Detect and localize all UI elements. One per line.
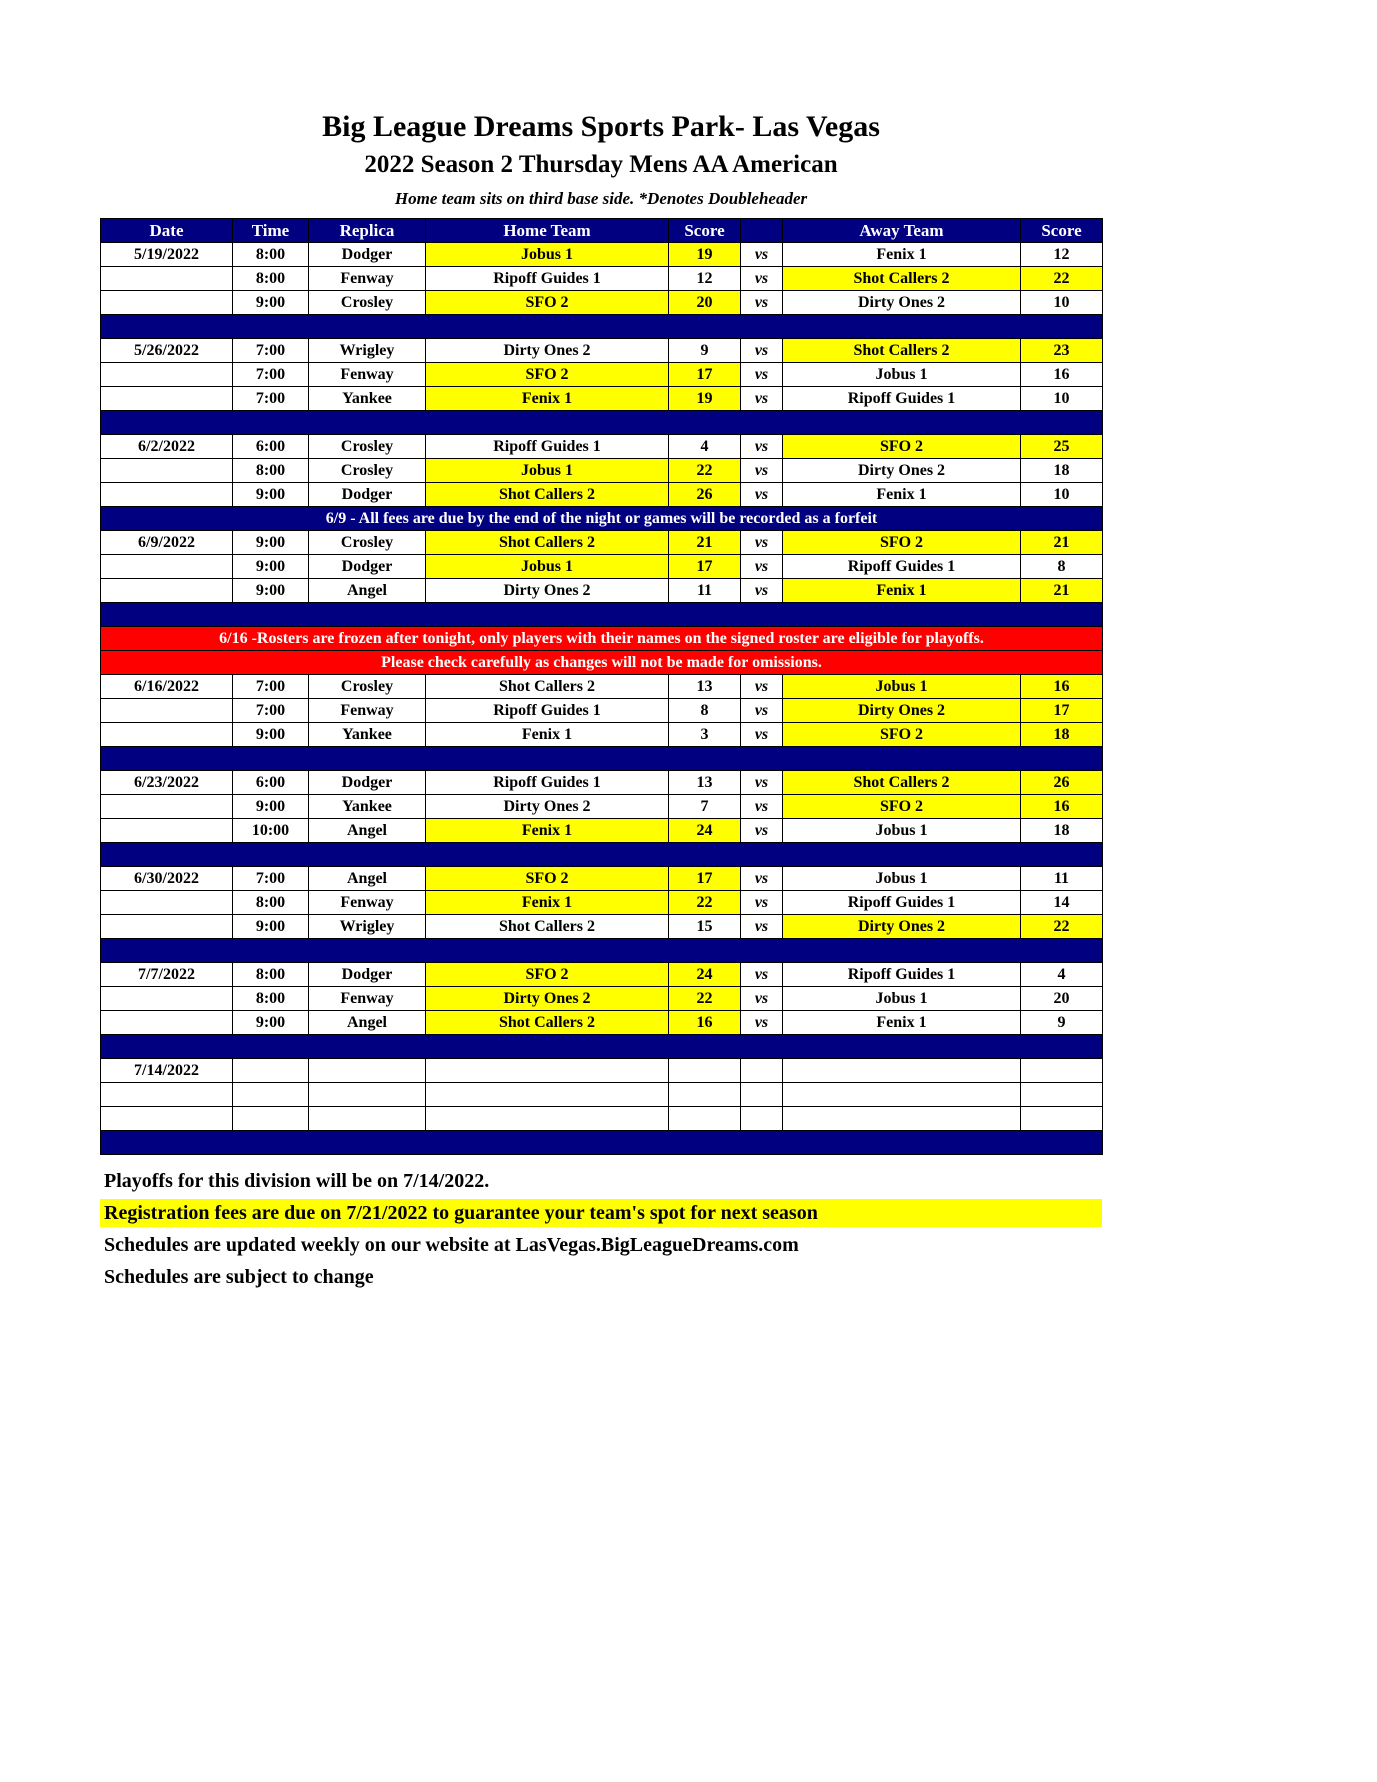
date-cell: [101, 819, 233, 843]
date-cell: 6/16/2022: [101, 675, 233, 699]
away-score-cell: 18: [1021, 459, 1103, 483]
home-team-cell: Jobus 1: [426, 459, 669, 483]
time-cell: 7:00: [233, 699, 309, 723]
home-score-cell: 22: [669, 987, 741, 1011]
home-team-cell: Shot Callers 2: [426, 531, 669, 555]
home-team-cell: Ripoff Guides 1: [426, 771, 669, 795]
separator-row: [101, 939, 1103, 963]
footer-registration-note: Registration fees are due on 7/21/2022 to guarantee your team's spot for next season: [100, 1199, 1102, 1227]
away-score-cell: 25: [1021, 435, 1103, 459]
game-row: [101, 363, 1103, 387]
separator-row: [101, 315, 1103, 339]
replica-cell: Crosley: [309, 675, 426, 699]
away-score-cell: 11: [1021, 867, 1103, 891]
home-score-cell: 13: [669, 771, 741, 795]
home-score-cell: [669, 1059, 741, 1083]
game-row: [101, 699, 1103, 723]
vs-label: vs: [741, 243, 783, 267]
home-score-cell: 12: [669, 267, 741, 291]
replica-cell: Dodger: [309, 483, 426, 507]
date-cell: 7/14/2022: [101, 1059, 233, 1083]
vs-label: vs: [741, 915, 783, 939]
away-score-cell: 10: [1021, 291, 1103, 315]
vs-label: vs: [741, 963, 783, 987]
time-cell: 8:00: [233, 963, 309, 987]
away-team-cell: SFO 2: [783, 723, 1021, 747]
home-team-cell: Shot Callers 2: [426, 675, 669, 699]
time-cell: 9:00: [233, 795, 309, 819]
replica-cell: Dodger: [309, 963, 426, 987]
replica-cell: [309, 1083, 426, 1107]
game-row: [101, 987, 1103, 1011]
away-score-cell: 10: [1021, 483, 1103, 507]
page-title: Big League Dreams Sports Park- Las Vegas: [322, 110, 880, 143]
home-score-cell: [669, 1107, 741, 1131]
vs-label: vs: [741, 387, 783, 411]
replica-cell: Yankee: [309, 387, 426, 411]
away-score-cell: 23: [1021, 339, 1103, 363]
vs-label: vs: [741, 555, 783, 579]
col-header-home-team: Home Team: [426, 219, 669, 243]
separator-row: [101, 843, 1103, 867]
away-team-cell: Jobus 1: [783, 867, 1021, 891]
game-row: [101, 243, 1103, 267]
time-cell: 9:00: [233, 579, 309, 603]
home-score-cell: 16: [669, 1011, 741, 1035]
away-team-cell: [783, 1059, 1021, 1083]
away-score-cell: 18: [1021, 819, 1103, 843]
away-score-cell: 12: [1021, 243, 1103, 267]
home-team-cell: [426, 1059, 669, 1083]
away-team-cell: [783, 1107, 1021, 1131]
home-score-cell: 17: [669, 555, 741, 579]
notice-text: 6/16 -Rosters are frozen after tonight, only players with their names on the signed roster are eligible for playoffs.: [101, 627, 1103, 651]
home-team-cell: SFO 2: [426, 963, 669, 987]
home-team-cell: Dirty Ones 2: [426, 795, 669, 819]
away-score-cell: 8: [1021, 555, 1103, 579]
game-row: [101, 483, 1103, 507]
replica-cell: Dodger: [309, 243, 426, 267]
vs-label: [741, 1083, 783, 1107]
home-team-cell: Jobus 1: [426, 243, 669, 267]
col-header-time: Time: [233, 219, 309, 243]
replica-cell: Dodger: [309, 555, 426, 579]
date-cell: [101, 363, 233, 387]
away-team-cell: Dirty Ones 2: [783, 915, 1021, 939]
notice-row: [101, 651, 1103, 675]
replica-cell: Yankee: [309, 795, 426, 819]
replica-cell: Dodger: [309, 771, 426, 795]
home-team-cell: Ripoff Guides 1: [426, 435, 669, 459]
separator-band: [101, 315, 1103, 339]
time-cell: [233, 1107, 309, 1131]
vs-label: vs: [741, 267, 783, 291]
time-cell: 9:00: [233, 531, 309, 555]
vs-label: vs: [741, 459, 783, 483]
away-team-cell: Dirty Ones 2: [783, 459, 1021, 483]
footer-subject-to-change-note: Schedules are subject to change: [104, 1266, 374, 1288]
separator-band: [101, 747, 1103, 771]
game-row: [101, 387, 1103, 411]
away-team-cell: Jobus 1: [783, 987, 1021, 1011]
away-score-cell: [1021, 1107, 1103, 1131]
game-row: [101, 1059, 1103, 1083]
replica-cell: Fenway: [309, 267, 426, 291]
game-row: [101, 819, 1103, 843]
away-team-cell: Jobus 1: [783, 675, 1021, 699]
time-cell: 7:00: [233, 363, 309, 387]
replica-cell: Crosley: [309, 459, 426, 483]
vs-label: vs: [741, 483, 783, 507]
col-header-date: Date: [101, 219, 233, 243]
time-cell: 9:00: [233, 291, 309, 315]
home-score-cell: 9: [669, 339, 741, 363]
time-cell: 7:00: [233, 387, 309, 411]
col-header-replica: Replica: [309, 219, 426, 243]
home-team-cell: Fenix 1: [426, 387, 669, 411]
home-team-cell: SFO 2: [426, 291, 669, 315]
vs-label: [741, 1059, 783, 1083]
replica-cell: Fenway: [309, 699, 426, 723]
home-team-cell: Ripoff Guides 1: [426, 699, 669, 723]
separator-row: [101, 747, 1103, 771]
home-score-cell: 17: [669, 363, 741, 387]
away-score-cell: 14: [1021, 891, 1103, 915]
home-team-cell: Shot Callers 2: [426, 483, 669, 507]
home-score-cell: 24: [669, 963, 741, 987]
time-cell: 8:00: [233, 243, 309, 267]
date-cell: [101, 915, 233, 939]
home-score-cell: 15: [669, 915, 741, 939]
home-score-cell: 26: [669, 483, 741, 507]
replica-cell: Angel: [309, 579, 426, 603]
home-team-cell: Dirty Ones 2: [426, 987, 669, 1011]
game-row: [101, 339, 1103, 363]
away-team-cell: [783, 1083, 1021, 1107]
away-team-cell: SFO 2: [783, 435, 1021, 459]
home-score-cell: 22: [669, 459, 741, 483]
home-score-cell: 4: [669, 435, 741, 459]
footer-notes: [100, 1167, 1102, 1291]
time-cell: 7:00: [233, 339, 309, 363]
game-row: [101, 867, 1103, 891]
vs-label: [741, 1107, 783, 1131]
date-cell: [101, 387, 233, 411]
vs-label: vs: [741, 363, 783, 387]
date-cell: 6/23/2022: [101, 771, 233, 795]
home-team-cell: Fenix 1: [426, 723, 669, 747]
game-row: [101, 723, 1103, 747]
away-team-cell: Ripoff Guides 1: [783, 387, 1021, 411]
time-cell: 9:00: [233, 555, 309, 579]
away-team-cell: Ripoff Guides 1: [783, 555, 1021, 579]
game-row: [101, 1011, 1103, 1035]
home-team-cell: Jobus 1: [426, 555, 669, 579]
away-score-cell: 10: [1021, 387, 1103, 411]
away-team-cell: Fenix 1: [783, 483, 1021, 507]
game-row: [101, 675, 1103, 699]
away-score-cell: 20: [1021, 987, 1103, 1011]
away-score-cell: 17: [1021, 699, 1103, 723]
time-cell: 8:00: [233, 459, 309, 483]
replica-cell: Yankee: [309, 723, 426, 747]
away-score-cell: 26: [1021, 771, 1103, 795]
home-score-cell: 24: [669, 819, 741, 843]
home-score-cell: 21: [669, 531, 741, 555]
vs-label: vs: [741, 435, 783, 459]
date-cell: 6/9/2022: [101, 531, 233, 555]
time-cell: 7:00: [233, 867, 309, 891]
away-team-cell: Jobus 1: [783, 363, 1021, 387]
game-row: [101, 963, 1103, 987]
separator-row: [101, 1131, 1103, 1155]
game-row: [101, 915, 1103, 939]
date-cell: [101, 987, 233, 1011]
away-team-cell: Shot Callers 2: [783, 771, 1021, 795]
home-score-cell: 19: [669, 243, 741, 267]
away-score-cell: 21: [1021, 579, 1103, 603]
time-cell: 8:00: [233, 267, 309, 291]
col-header-score: Score: [669, 219, 741, 243]
away-score-cell: [1021, 1059, 1103, 1083]
vs-label: vs: [741, 1011, 783, 1035]
table-header-row: [101, 219, 1103, 243]
notice-text: Please check carefully as changes will not be made for omissions.: [101, 651, 1103, 675]
vs-label: vs: [741, 771, 783, 795]
separator-band: [101, 603, 1103, 627]
date-cell: [101, 459, 233, 483]
vs-label: vs: [741, 867, 783, 891]
page-subtitle: 2022 Season 2 Thursday Mens AA American: [364, 151, 838, 178]
replica-cell: Angel: [309, 1011, 426, 1035]
game-row: [101, 435, 1103, 459]
home-score-cell: 13: [669, 675, 741, 699]
home-team-cell: [426, 1083, 669, 1107]
time-cell: 6:00: [233, 771, 309, 795]
replica-cell: [309, 1107, 426, 1131]
home-score-cell: 19: [669, 387, 741, 411]
home-score-cell: 22: [669, 891, 741, 915]
time-cell: 9:00: [233, 483, 309, 507]
vs-label: vs: [741, 723, 783, 747]
away-team-cell: Shot Callers 2: [783, 267, 1021, 291]
replica-cell: Crosley: [309, 531, 426, 555]
home-score-cell: 8: [669, 699, 741, 723]
date-cell: 5/19/2022: [101, 243, 233, 267]
home-score-cell: 20: [669, 291, 741, 315]
game-row: [101, 795, 1103, 819]
home-team-cell: Shot Callers 2: [426, 1011, 669, 1035]
date-cell: [101, 1011, 233, 1035]
time-cell: 10:00: [233, 819, 309, 843]
away-team-cell: Fenix 1: [783, 243, 1021, 267]
home-team-cell: SFO 2: [426, 363, 669, 387]
date-cell: [101, 699, 233, 723]
separator-band: [101, 939, 1103, 963]
date-cell: 6/2/2022: [101, 435, 233, 459]
away-score-cell: 9: [1021, 1011, 1103, 1035]
away-score-cell: 16: [1021, 795, 1103, 819]
time-cell: 9:00: [233, 1011, 309, 1035]
date-cell: [101, 795, 233, 819]
replica-cell: Wrigley: [309, 339, 426, 363]
date-cell: [101, 483, 233, 507]
away-team-cell: Jobus 1: [783, 819, 1021, 843]
time-cell: 8:00: [233, 987, 309, 1011]
away-score-cell: 22: [1021, 915, 1103, 939]
away-score-cell: [1021, 1083, 1103, 1107]
schedule-document: [100, 0, 1102, 1291]
separator-band: [101, 843, 1103, 867]
home-team-cell: Fenix 1: [426, 819, 669, 843]
game-row: [101, 1083, 1103, 1107]
date-cell: 5/26/2022: [101, 339, 233, 363]
away-team-cell: Dirty Ones 2: [783, 291, 1021, 315]
date-cell: [101, 1107, 233, 1131]
notice-text: 6/9 - All fees are due by the end of the night or games will be recorded as a forfeit: [101, 507, 1103, 531]
away-team-cell: Shot Callers 2: [783, 339, 1021, 363]
replica-cell: Fenway: [309, 363, 426, 387]
separator-row: [101, 603, 1103, 627]
game-row: [101, 1107, 1103, 1131]
replica-cell: Fenway: [309, 987, 426, 1011]
away-score-cell: 22: [1021, 267, 1103, 291]
time-cell: 6:00: [233, 435, 309, 459]
vs-label: vs: [741, 795, 783, 819]
vs-label: vs: [741, 291, 783, 315]
date-cell: [101, 267, 233, 291]
time-cell: [233, 1083, 309, 1107]
away-team-cell: SFO 2: [783, 795, 1021, 819]
away-score-cell: 16: [1021, 363, 1103, 387]
home-score-cell: [669, 1083, 741, 1107]
home-team-cell: Shot Callers 2: [426, 915, 669, 939]
game-row: [101, 267, 1103, 291]
date-cell: 6/30/2022: [101, 867, 233, 891]
game-row: [101, 555, 1103, 579]
replica-cell: Wrigley: [309, 915, 426, 939]
vs-label: vs: [741, 339, 783, 363]
footer-playoffs-note: Playoffs for this division will be on 7/14/2022.: [104, 1170, 490, 1192]
replica-cell: Crosley: [309, 291, 426, 315]
home-score-cell: 17: [669, 867, 741, 891]
home-team-cell: Ripoff Guides 1: [426, 267, 669, 291]
game-row: [101, 771, 1103, 795]
vs-label: vs: [741, 699, 783, 723]
game-row: [101, 459, 1103, 483]
vs-label: vs: [741, 987, 783, 1011]
col-header-score-away: Score: [1021, 219, 1103, 243]
date-cell: [101, 579, 233, 603]
separator-band: [101, 411, 1103, 435]
date-cell: [101, 723, 233, 747]
home-score-cell: 3: [669, 723, 741, 747]
replica-cell: Angel: [309, 867, 426, 891]
time-cell: 9:00: [233, 723, 309, 747]
separator-band: [101, 1035, 1103, 1059]
time-cell: 9:00: [233, 915, 309, 939]
away-score-cell: 16: [1021, 675, 1103, 699]
date-cell: [101, 291, 233, 315]
vs-label: vs: [741, 819, 783, 843]
separator-row: [101, 411, 1103, 435]
replica-cell: Crosley: [309, 435, 426, 459]
game-row: [101, 531, 1103, 555]
time-cell: [233, 1059, 309, 1083]
vs-label: vs: [741, 531, 783, 555]
away-team-cell: Fenix 1: [783, 579, 1021, 603]
away-score-cell: 21: [1021, 531, 1103, 555]
date-cell: 7/7/2022: [101, 963, 233, 987]
replica-cell: Fenway: [309, 891, 426, 915]
home-team-cell: SFO 2: [426, 867, 669, 891]
away-team-cell: Dirty Ones 2: [783, 699, 1021, 723]
game-row: [101, 891, 1103, 915]
home-score-cell: 11: [669, 579, 741, 603]
col-header-vs: [741, 219, 783, 243]
away-team-cell: Ripoff Guides 1: [783, 891, 1021, 915]
away-score-cell: 4: [1021, 963, 1103, 987]
footer-website-note: Schedules are updated weekly on our website at LasVegas.BigLeagueDreams.com: [104, 1234, 799, 1256]
home-team-cell: Dirty Ones 2: [426, 579, 669, 603]
vs-label: vs: [741, 891, 783, 915]
time-cell: 8:00: [233, 891, 309, 915]
home-score-cell: 7: [669, 795, 741, 819]
vs-label: vs: [741, 579, 783, 603]
replica-cell: [309, 1059, 426, 1083]
away-team-cell: Fenix 1: [783, 1011, 1021, 1035]
away-score-cell: 18: [1021, 723, 1103, 747]
date-cell: [101, 891, 233, 915]
game-row: [101, 291, 1103, 315]
page-tagline: Home team sits on third base side. *Denotes Doubleheader: [394, 189, 808, 208]
vs-label: vs: [741, 675, 783, 699]
home-team-cell: Fenix 1: [426, 891, 669, 915]
home-team-cell: Dirty Ones 2: [426, 339, 669, 363]
date-cell: [101, 1083, 233, 1107]
schedule-table: [100, 218, 1103, 1155]
game-row: [101, 579, 1103, 603]
separator-row: [101, 1035, 1103, 1059]
replica-cell: Angel: [309, 819, 426, 843]
time-cell: 7:00: [233, 675, 309, 699]
away-team-cell: Ripoff Guides 1: [783, 963, 1021, 987]
home-team-cell: [426, 1107, 669, 1131]
separator-band: [101, 1131, 1103, 1155]
notice-row: [101, 507, 1103, 531]
notice-row: [101, 627, 1103, 651]
date-cell: [101, 555, 233, 579]
away-team-cell: SFO 2: [783, 531, 1021, 555]
col-header-away-team: Away Team: [783, 219, 1021, 243]
